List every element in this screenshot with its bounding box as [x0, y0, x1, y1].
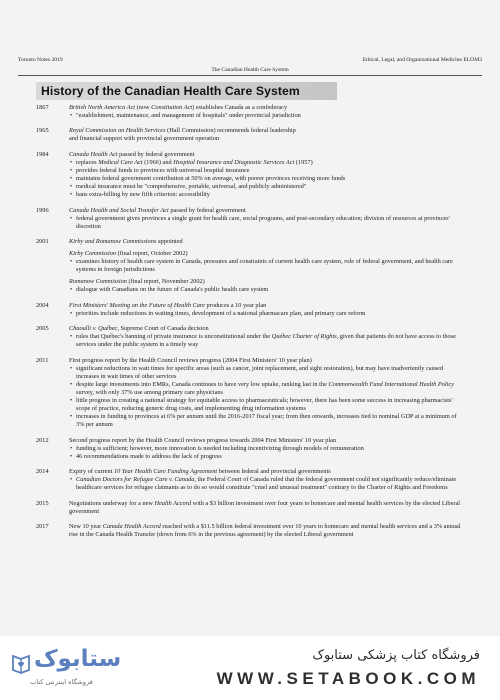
entry-block	[69, 437, 466, 461]
header-rule	[18, 75, 482, 76]
entry-text: New 10 year Canada Health Accord reached with a $11.5 billion federal investment over 10 years to homecare and mental health services and a 3% annual rise in the Canada Health Transfer (down from 6% in the previous agreement) by the elected Liberal government	[69, 522, 461, 538]
entry-block	[69, 302, 466, 318]
timeline-entry	[36, 127, 466, 143]
timeline-entry	[36, 238, 466, 295]
bullet-item: • rules that Québec's banning of private insurance is unconstitutional under the Québec Charter of Rights, given that patients do not have access to those services under the public system in a timely way	[69, 333, 466, 349]
timeline-entry	[36, 500, 466, 516]
entry-year: 2001	[36, 237, 49, 245]
entry-block	[69, 325, 466, 349]
bullet-item: • despite large investments into EMRs, Canada continues to have very low uptake, ranking last in the Commonwealth Fund International Health Policy survey, with only 37% use among primary care physicians	[69, 381, 466, 397]
bullet-list	[69, 333, 466, 349]
entry-year: 2004	[36, 301, 49, 309]
bullet-list	[69, 476, 466, 492]
bullet-item: • significant reductions in wait times for specific areas (such as cancer, joint replacement, and sight restoration), but may have inadvertently caused increases in wait times of other services	[69, 365, 466, 381]
entry-text: Negotiations underway for a new Health Accord with a $3 billion investment over four years to homecare and mental health services by the elected Liberal government	[69, 499, 460, 515]
entry-year: 1965	[36, 127, 49, 135]
bullet-list	[69, 258, 466, 274]
bullet-item: • "establishment, maintenance, and management of hospitals" under provincial jurisdiction	[69, 112, 466, 120]
entry-text: and financial support with provincial government operation	[69, 135, 220, 143]
bullet-item: • federal government gives provinces a single grant for health care, social programs, and post-secondary education; division of resources at provinces' discretion	[69, 215, 466, 231]
book-heart-icon	[10, 652, 32, 674]
entry-year: 2005	[36, 325, 49, 333]
bullet-list	[69, 445, 466, 461]
entry-text: Royal Commission on Health Services (Hall Commission) recommends federal leadership	[69, 127, 296, 135]
running-header-subtitle: The Canadian Health Care System	[211, 67, 289, 73]
entry-text: Kirby Commission (final report, October 2002)	[69, 250, 188, 258]
entry-block	[69, 357, 466, 430]
entry-block	[69, 278, 466, 294]
timeline-entry	[36, 302, 466, 318]
entry-block	[69, 151, 466, 200]
entry-year: 1867	[36, 104, 49, 111]
entry-text: Romanow Commission (final report, November 2002)	[69, 278, 205, 286]
entry-block	[69, 523, 466, 539]
entry-text: Canada Health Act passed by federal government	[69, 150, 195, 158]
store-url-link[interactable]: WWW.SETABOOK.COM	[216, 669, 480, 688]
bullet-list	[69, 310, 466, 318]
bullet-list	[69, 159, 466, 199]
bullet-list	[69, 112, 466, 120]
running-header-left: Toronto Notes 2019	[18, 57, 63, 63]
entry-text: Kirby and Romanow Commissions appointed	[69, 237, 183, 245]
footer-banner[interactable]	[0, 636, 500, 700]
entry-year: 2017	[36, 522, 49, 530]
entry-year: 2012	[36, 436, 49, 444]
store-logo[interactable]	[8, 642, 122, 696]
bullet-item: • bans extra-billing by new fifth criterion: accessibility	[69, 191, 466, 199]
entry-year: 2015	[36, 499, 49, 507]
bullet-list	[69, 215, 466, 231]
bullet-list	[69, 286, 466, 294]
bullet-item: • priorities include reductions in waiting times, development of a national pharmacare plan, and primary care reform	[69, 310, 466, 318]
timeline-entry	[36, 468, 466, 492]
entry-text: British North America Act (now Constitution Act) establishes Canada as a confederacy	[69, 104, 288, 111]
entry-text: First Ministers' Meeting on the Future of Health Care produces a 10 year plan	[69, 301, 267, 309]
entry-year: 1984	[36, 150, 49, 158]
entry-year: 2014	[36, 468, 49, 476]
timeline	[36, 104, 466, 546]
bullet-item: • examines history of health care system in Canada, pressures and constraints of current health care system, role of federal government, and health care systems in foreign jurisdictions	[69, 258, 466, 274]
section-title: History of the Canadian Health Care System	[41, 84, 300, 98]
bullet-list	[69, 365, 466, 430]
timeline-entry	[36, 523, 466, 539]
entry-text: Second progress report by the Health Council reviews progress towards 2004 First Ministers' 10 year plan	[69, 436, 337, 444]
timeline-entry	[36, 437, 466, 461]
timeline-entry	[36, 207, 466, 231]
running-header-right: Ethical, Legal, and Organizational Medicine ELOM3	[362, 57, 482, 63]
entry-year: 2011	[36, 356, 49, 364]
entry-text: First progress report by the Health Council reviews progress (2004 First Ministers' 10 year plan)	[69, 356, 312, 364]
entry-block	[69, 238, 466, 246]
timeline-entry	[36, 104, 466, 120]
timeline-entry	[36, 151, 466, 200]
bullet-item: • funding is sufficient; however, more innovation is needed including incentivizing through models of remuneration	[69, 445, 466, 453]
bullet-item: • medical insurance must be "comprehensive, portable, universal, and publicly administered"	[69, 183, 466, 191]
logo-tagline: فروشگاه اینترنتی کتاب	[30, 678, 93, 686]
entry-block	[69, 207, 466, 231]
entry-block	[69, 104, 466, 120]
bullet-item: • maintains federal government contribution at 50% on average, with poorer provinces receiving more funds	[69, 175, 466, 183]
bullet-item: • increases in funding to provinces at 6% per annum until the 2016-2017 fiscal year; from then onwards, increases tied to nominal GDP at a minimum of 3% per annum	[69, 413, 466, 429]
store-title: فروشگاه کتاب پزشکی ستابوک	[312, 648, 480, 663]
entry-block	[69, 250, 466, 274]
bullet-item: • 46 recommendations made to address the lack of progress	[69, 453, 466, 461]
entry-text: Canada Health and Social Transfer Act passed by federal government	[69, 206, 246, 214]
entry-block	[69, 500, 466, 516]
entry-year: 1996	[36, 206, 49, 214]
bullet-item: • provides federal funds to provinces with universal hospital insurance	[69, 167, 466, 175]
section-title-band	[36, 82, 337, 100]
bullet-item: • replaces Medical Care Act (1966) and Hospital Insurance and Diagnostic Services Act (1957)	[69, 159, 466, 167]
entry-block	[69, 468, 466, 492]
logo-wordmark: ستابوک	[34, 646, 122, 672]
entry-text: Expiry of current 10 Year Health Care Funding Agreement between federal and provincial governments	[69, 468, 331, 476]
bullet-item: • dialogue with Canadians on the future of Canada's public health care system	[69, 286, 466, 294]
entry-text: Chaoulli v. Québec, Supreme Court of Canada decision	[69, 325, 209, 333]
entry-block	[69, 127, 466, 143]
bullet-item: • Canadian Doctors for Refugee Care v. Canada, the Federal Court of Canada ruled that the federal government could not significantly reduce/eliminate healthcare services for refugee claimants as to do so would constitute "cruel and unusual treatment" contrary to the Charter of Rights and Freedoms	[69, 476, 466, 492]
bullet-item: • little progress in creating a national strategy for equitable access to pharmaceuticals; however, there has been some success in increasing pharmacists' scope of practice, reducing generic drug costs, and implementing drug information systems	[69, 397, 466, 413]
timeline-entry	[36, 325, 466, 349]
timeline-entry	[36, 357, 466, 430]
